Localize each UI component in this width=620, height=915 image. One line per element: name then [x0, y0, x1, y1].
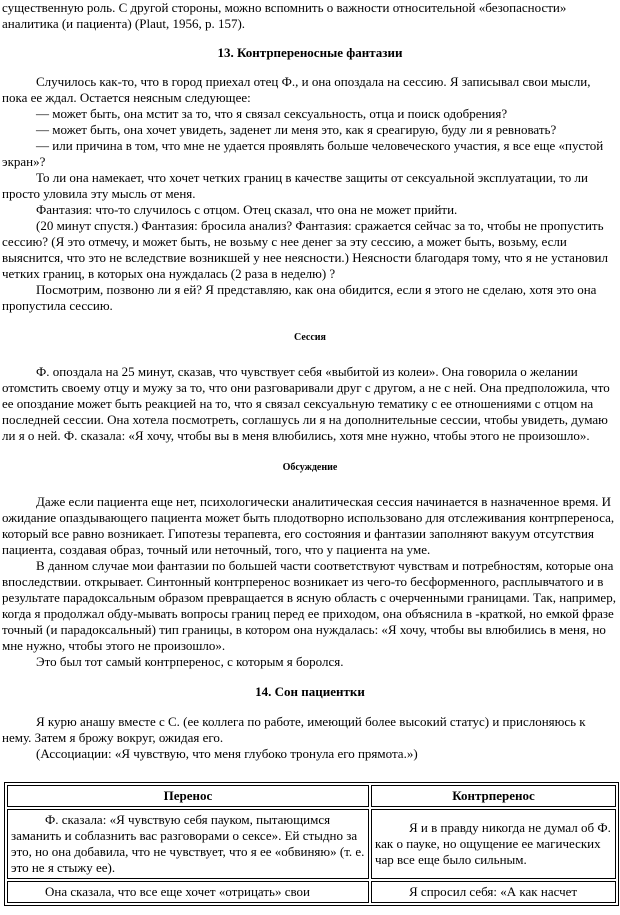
header-transference: Перенос — [7, 785, 369, 807]
discussion-paragraph: В данном случае мои фантазии по большей части соответствуют чувствам и потребностям, которые она впоследствии. открывает. Синтонный контрперенос возникает из чего-то бесформенного, расплывчатого и в результате парадоксальным образом превращается в ясную область с очерченными границами. Так, например, когда я продолжал обду-мывать вопросы границ перед ее приходом, она объяснила в -краткой, но емкой фразе точный (и парадоксальный) тип границы, в котором она нуждалась: «Я хочу, чтобы вы влюбились в меня, но мне нужно, чтобы этого не произошло». — [2, 558, 616, 653]
s13-paragraph: — или причина в том, что мне не удается проявлять больше человеческого участия, я все еще «пустой экран»? — [2, 138, 604, 169]
session-title: Сессия — [294, 332, 326, 343]
table-header-row — [7, 785, 616, 807]
session-text: Ф. опоздала на 25 минут, сказав, что чувствует себя «выбитой из колеи». Она говорила о желании отомстить своему отцу и мужу за то, что они разговаривали друг с другом, а не с ней. Она предположила, что ее опоздание может быть реакцией на то, что я связал сексуальную тематику с ее отношениями с отцом на последней сессии. Она хотела посмотреть, соглашусь ли я на дополнительные сессии, чтобы увидеть, думаю ли я о ней. Ф. сказала: «Я хочу, чтобы вы в меня влюбились, хотя мне нужно, чтобы этого не произошло». — [2, 364, 610, 443]
header-countertransference: Контрперенос — [371, 785, 616, 807]
s13-paragraph: — может быть, она мстит за то, что я связал сексуальность, отца и поиск одобрения? — [36, 106, 508, 121]
discussion-title: Обсуждение — [282, 462, 338, 473]
s13-paragraph: Посмотрим, позвоню ли я ей? Я представляю, как она обидится, если я этого не сделаю, хотя это она пропустила сессию. — [2, 282, 597, 313]
table-row — [7, 809, 616, 879]
s14-paragraph: (Ассоциации: «Я чувствую, что меня глубоко тронула его прямота.») — [36, 746, 418, 761]
intro-tail: существенную роль. С другой стороны, можно вспомнить о важности относительной «безопасности» аналитика (и пациента) (Plaut, 1956, p. 157). — [2, 0, 567, 31]
s13-paragraph: Случилось как-то, что в город приехал отец Ф., и она опоздала на сессию. Я записывал свои мысли, пока ее ждал. Остается неясным следующее: — [2, 74, 591, 105]
transference-table — [4, 782, 619, 906]
table-cell: Я и в правду никогда не думал об Ф. как о пауке, но ощущение ее магических чар все еще было сильным. — [371, 809, 616, 879]
table-cell: Ф. сказала: «Я чувствую себя пауком, пытающимся заманить и соблазнить вас разговорами о сексе». Ей стыдно за это, но она добавила, что не чувствует, что я ее «обвиняю» (т. е. это не я стыжу ее). — [7, 809, 369, 879]
s13-paragraph: — может быть, она хочет увидеть, заденет ли меня это, как я среагирую, буду ли я ревновать? — [36, 122, 557, 137]
section-14-title: 14. Сон пациентки — [255, 684, 365, 699]
discussion-paragraph: Даже если пациента еще нет, психологически аналитическая сессия начинается в назначенное время. И ожидание опаздывающего пациента может быть плодотворно использовано для отслеживания контрпереноса, который все равно возникает. Гипотезы терапевта, его состояния и фантазии заполняют вакуум отсутствия пациента, создавая образ, точный или неточный, того, что у пациента на уме. — [2, 494, 615, 557]
s13-paragraph: (20 минут спустя.) Фантазия: бросила анализ? Фантазия: сражается сейчас за то, чтобы не пропустить сессию? (Я это отмечу, и может быть, не возьму с нее денег за эту сессию, а может быть, возьму, если выяснится, что это не вследствие возникшей у нее неясности.) Неясности благодаря тому, что я не установил четких границ, в которых она нуждалась (2 раза в неделю) ? — [2, 218, 608, 281]
s14-paragraph: Я курю анашу вместе с С. (ее коллега по работе, имеющий более высокий статус) и прислоняюсь к нему. Затем я брожу вокруг, ожидая его. — [2, 714, 586, 745]
section-13-title: 13. Контрпереносные фантазии — [217, 45, 403, 60]
s13-paragraph: То ли она намекает, что хочет четких границ в качестве защиты от сексуальной эксплуатации, то ли просто уловила эту мысль от меня. — [2, 170, 588, 201]
table-row — [7, 881, 616, 903]
table-cell: Она сказала, что все еще хочет «отрицать» свои — [7, 881, 369, 903]
discussion-paragraph: Это был тот самый контрперенос, с которым я боролся. — [36, 654, 344, 669]
table-cell: Я спросил себя: «А как насчет — [371, 881, 616, 903]
s13-paragraph: Фантазия: что-то случилось с отцом. Отец сказал, что она не может прийти. — [36, 202, 458, 217]
